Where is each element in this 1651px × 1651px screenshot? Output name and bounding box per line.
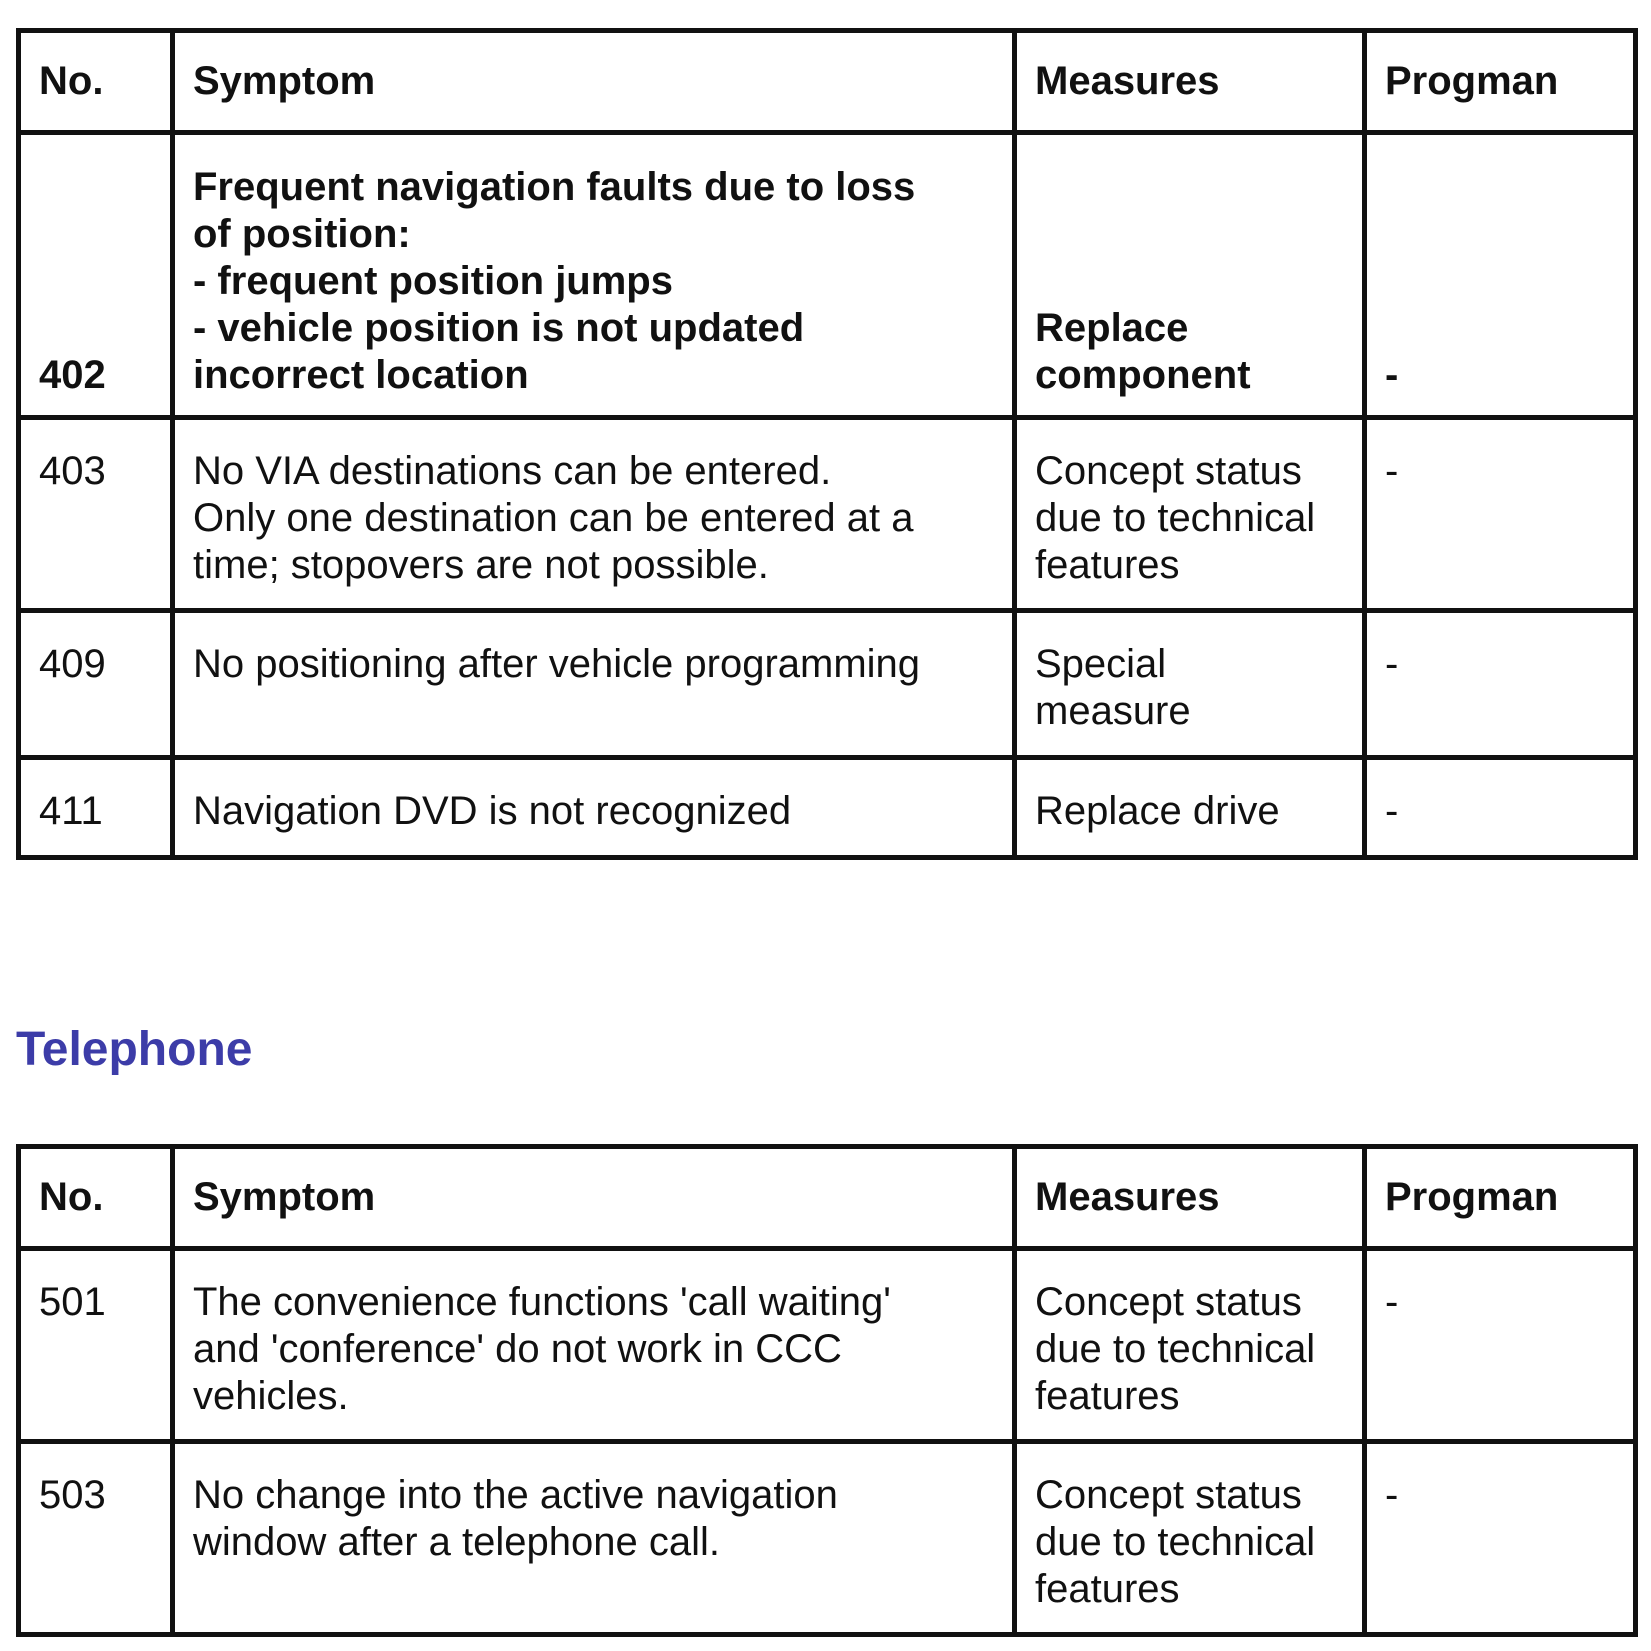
- cell-measures: [1015, 758, 1365, 858]
- header-measures: Measures: [1015, 31, 1365, 133]
- cell-no: 409: [19, 611, 173, 758]
- measures-line: Concept status: [1035, 1473, 1302, 1517]
- symptom-line: and 'conference' do not work in CCC: [193, 1327, 842, 1371]
- section-title-telephone: Telephone: [16, 1023, 253, 1076]
- measures-line: Replace drive: [1035, 789, 1280, 833]
- cell-progman: -: [1365, 1249, 1636, 1442]
- table-row: [19, 758, 1636, 858]
- symptom-line: vehicles.: [193, 1374, 349, 1418]
- cell-symptom: [173, 758, 1015, 858]
- symptom-line: Navigation DVD is not recognized: [193, 789, 792, 833]
- cell-progman: -: [1365, 758, 1636, 858]
- header-symptom: Symptom: [173, 31, 1015, 133]
- measures-line: Concept status: [1035, 1280, 1302, 1324]
- symptom-line: Frequent navigation faults due to loss: [193, 165, 916, 209]
- measures-line: features: [1035, 543, 1180, 587]
- symptom-line: Only one destination can be entered at a: [193, 496, 914, 540]
- header-measures: Measures: [1015, 1147, 1365, 1249]
- symptom-line: No change into the active navigation: [193, 1473, 838, 1517]
- cell-measures: [1015, 1442, 1365, 1635]
- cell-no: 402: [19, 133, 173, 418]
- symptom-line: No VIA destinations can be entered.: [193, 449, 832, 493]
- cell-progman: -: [1365, 418, 1636, 611]
- telephone-symptom-table: [16, 1144, 1638, 1637]
- measures-line: due to technical: [1035, 496, 1316, 540]
- symptom-line: of position:: [193, 212, 411, 256]
- cell-progman: -: [1365, 133, 1636, 418]
- cell-measures: [1015, 418, 1365, 611]
- header-progman: Progman: [1365, 31, 1636, 133]
- cell-symptom: [173, 133, 1015, 418]
- cell-progman: -: [1365, 611, 1636, 758]
- measures-line: Special: [1035, 642, 1167, 686]
- cell-measures: [1015, 611, 1365, 758]
- table-row: [19, 1249, 1636, 1442]
- navigation-symptom-table: [16, 28, 1638, 860]
- measures-line: features: [1035, 1374, 1180, 1418]
- table-row: [19, 611, 1636, 758]
- measures-line: Concept status: [1035, 449, 1302, 493]
- cell-symptom: [173, 1249, 1015, 1442]
- header-symptom: Symptom: [173, 1147, 1015, 1249]
- cell-symptom: [173, 1442, 1015, 1635]
- symptom-line: No positioning after vehicle programming: [193, 642, 921, 686]
- table-row: [19, 418, 1636, 611]
- cell-measures: [1015, 1249, 1365, 1442]
- measures-line: features: [1035, 1567, 1180, 1611]
- measures-line: component: [1035, 353, 1251, 397]
- cell-no: 403: [19, 418, 173, 611]
- symptom-line: window after a telephone call.: [193, 1520, 720, 1564]
- measures-line: due to technical: [1035, 1327, 1316, 1371]
- cell-no: 501: [19, 1249, 173, 1442]
- cell-symptom: [173, 418, 1015, 611]
- cell-no: 411: [19, 758, 173, 858]
- table-header-row: [19, 1147, 1636, 1249]
- symptom-line: - vehicle position is not updated: [193, 306, 805, 350]
- measures-line: Replace: [1035, 306, 1189, 350]
- measures-line: due to technical: [1035, 1520, 1316, 1564]
- header-no: No.: [19, 1147, 173, 1249]
- cell-symptom: [173, 611, 1015, 758]
- symptom-line: time; stopovers are not possible.: [193, 543, 769, 587]
- cell-progman: -: [1365, 1442, 1636, 1635]
- table-row: [19, 1442, 1636, 1635]
- symptom-line: The convenience functions 'call waiting': [193, 1280, 891, 1324]
- cell-no: 503: [19, 1442, 173, 1635]
- symptom-line: - frequent position jumps: [193, 259, 673, 303]
- header-progman: Progman: [1365, 1147, 1636, 1249]
- measures-line: measure: [1035, 689, 1191, 733]
- table-header-row: [19, 31, 1636, 133]
- symptom-line: incorrect location: [193, 353, 529, 397]
- cell-measures: [1015, 133, 1365, 418]
- table-row: [19, 133, 1636, 418]
- header-no: No.: [19, 31, 173, 133]
